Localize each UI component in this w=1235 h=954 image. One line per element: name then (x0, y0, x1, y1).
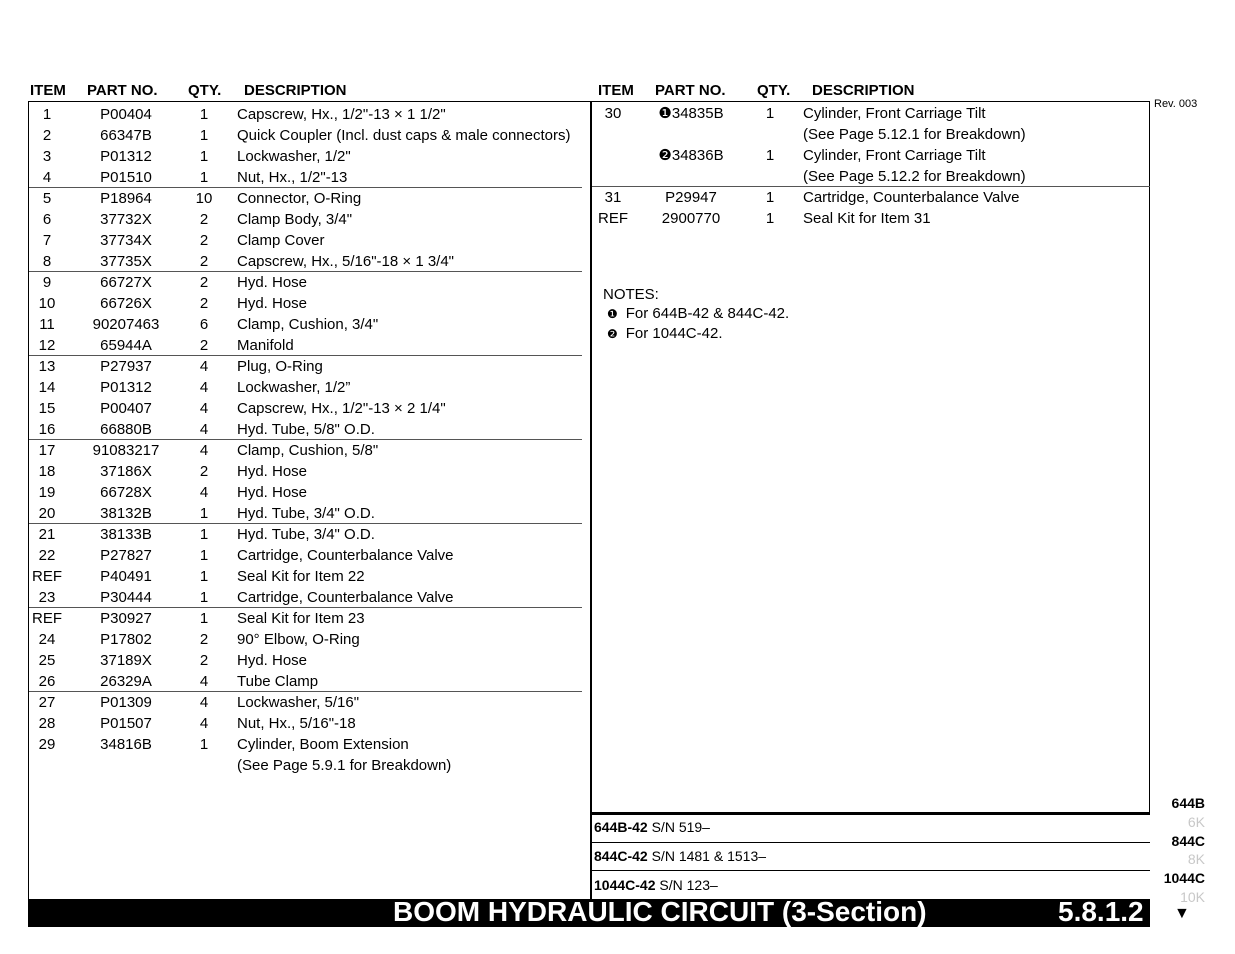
quantity: 2 (199, 274, 209, 291)
quantity: 1 (765, 210, 775, 227)
item-number: 19 (38, 484, 56, 501)
description: Seal Kit for Item 31 (803, 210, 931, 227)
item-number: 15 (38, 400, 56, 417)
description: Hyd. Hose (237, 652, 308, 669)
description: Lockwasher, 1/2” (237, 379, 351, 396)
quantity: 4 (199, 715, 209, 732)
quantity: 1 (199, 589, 209, 606)
description: Cylinder, Boom Extension (237, 736, 409, 753)
item-number: 18 (38, 463, 56, 480)
description: Hyd. Tube, 3/4" O.D. (237, 505, 375, 522)
quantity: 1 (199, 547, 209, 564)
description: Lockwasher, 5/16" (237, 694, 360, 711)
quantity: 6 (199, 316, 209, 333)
quantity: 4 (199, 379, 209, 396)
item-number: 29 (38, 736, 56, 753)
serial-644b-sn: S/N 519– (647, 819, 710, 835)
part-number: 37189X (100, 652, 152, 669)
left-header-part: PART NO. (87, 82, 158, 99)
quantity: 2 (199, 232, 209, 249)
description: Nut, Hx., 1/2"-13 (237, 169, 348, 186)
notes-title: NOTES: (603, 286, 659, 303)
description: Hyd. Hose (237, 463, 308, 480)
note-1-text: For 644B-42 & 844C-42. (625, 305, 790, 322)
description: Cartridge, Counterbalance Valve (237, 589, 454, 606)
serial-1044c (594, 877, 718, 893)
part-number: 91083217 (92, 442, 160, 459)
item-number: 7 (42, 232, 52, 249)
item-number: 13 (38, 358, 56, 375)
quantity: 2 (199, 253, 209, 270)
model-1044c: 1044C (1163, 870, 1205, 886)
part-number: 37734X (100, 232, 152, 249)
quantity: 2 (199, 295, 209, 312)
item-number: 25 (38, 652, 56, 669)
part-number: P01510 (100, 169, 152, 186)
serial-divider (590, 870, 1150, 871)
item-number: 23 (38, 589, 56, 606)
quantity: 4 (199, 442, 209, 459)
item-number: REF (32, 568, 62, 585)
serial-844c (594, 848, 766, 864)
quantity: 2 (199, 463, 209, 480)
note-2-mark: ❷ (607, 327, 618, 341)
table-right-border (1149, 101, 1150, 813)
note-1 (603, 304, 789, 324)
model-6k: 6K (1187, 814, 1205, 830)
part-number: 37186X (100, 463, 152, 480)
serial-divider (590, 842, 1150, 843)
serial-1044c-sn: S/N 123– (655, 877, 718, 893)
item-number: 30 (604, 105, 622, 122)
part-number: P01312 (100, 379, 152, 396)
table-middle-border (590, 101, 592, 899)
serial-644b (594, 819, 710, 835)
model-644b: 644B (1171, 795, 1205, 811)
part-number: 34816B (100, 736, 152, 753)
description: Tube Clamp (237, 673, 319, 690)
quantity: 2 (199, 211, 209, 228)
quantity: 1 (199, 505, 209, 522)
part-number: P30927 (100, 610, 152, 627)
quantity: 1 (199, 610, 209, 627)
item-number: 10 (38, 295, 56, 312)
description: (See Page 5.9.1 for Breakdown) (237, 757, 452, 774)
right-header-item: ITEM (598, 82, 634, 99)
description: Hyd. Tube, 5/8" O.D. (237, 421, 375, 438)
part-number: 38133B (100, 526, 152, 543)
item-number: 27 (38, 694, 56, 711)
description: Plug, O-Ring (237, 358, 323, 375)
item-number: REF (598, 210, 628, 227)
quantity: 1 (765, 147, 775, 164)
table-left-border (28, 101, 29, 899)
serial-844c-model: 844C-42 (594, 848, 648, 864)
quantity: 4 (199, 694, 209, 711)
quantity: 1 (199, 169, 209, 186)
quantity: 2 (199, 631, 209, 648)
quantity: 1 (765, 189, 775, 206)
description: Hyd. Hose (237, 274, 308, 291)
description: Capscrew, Hx., 5/16"-18 × 1 3/4" (237, 253, 455, 270)
item-number: 31 (604, 189, 622, 206)
left-header-item: ITEM (30, 82, 66, 99)
left-header-desc: DESCRIPTION (244, 82, 347, 99)
right-header-desc: DESCRIPTION (812, 82, 915, 99)
note-2 (603, 324, 789, 344)
part-number: P00407 (100, 400, 152, 417)
part-number: 2900770 (661, 210, 721, 227)
item-number: 1 (42, 106, 52, 123)
description: Quick Coupler (Incl. dust caps & male connectors) (237, 127, 571, 144)
section-number: 5.8.1.2 (1058, 896, 1144, 927)
part-number: 66726X (100, 295, 152, 312)
down-arrow-icon[interactable]: ▼ (1174, 905, 1190, 922)
part-number: P01312 (100, 148, 152, 165)
description: Manifold (237, 337, 294, 354)
part-number: P01309 (100, 694, 152, 711)
page-title: BOOM HYDRAULIC CIRCUIT (3-Section) (393, 896, 927, 927)
part-number: ❷34836B (658, 147, 724, 164)
part-number: 66880B (100, 421, 152, 438)
item-number: 9 (42, 274, 52, 291)
quantity: 1 (199, 106, 209, 123)
quantity: 4 (199, 400, 209, 417)
quantity: 2 (199, 652, 209, 669)
item-number: 24 (38, 631, 56, 648)
item-number: 3 (42, 148, 52, 165)
quantity: 1 (765, 105, 775, 122)
item-number: 21 (38, 526, 56, 543)
item-number: 5 (42, 190, 52, 207)
quantity: 1 (199, 127, 209, 144)
note-1-mark: ❶ (607, 307, 618, 321)
item-number: 14 (38, 379, 56, 396)
item-number: 20 (38, 505, 56, 522)
part-number: 66347B (100, 127, 152, 144)
description: Nut, Hx., 5/16"-18 (237, 715, 356, 732)
model-8k: 8K (1187, 851, 1205, 867)
part-number: P40491 (100, 568, 152, 585)
part-number: P27937 (100, 358, 152, 375)
part-number: P00404 (100, 106, 152, 123)
item-number: 2 (42, 127, 52, 144)
quantity: 4 (199, 358, 209, 375)
item-number: 11 (39, 316, 55, 333)
part-number: 90207463 (92, 316, 160, 333)
right-header-qty: QTY. (757, 82, 791, 99)
item-number: 17 (38, 442, 56, 459)
item-number: 6 (42, 211, 52, 228)
part-number: 37732X (100, 211, 152, 228)
description: Capscrew, Hx., 1/2"-13 × 2 1/4" (237, 400, 446, 417)
note-2-text: For 1044C-42. (625, 325, 723, 342)
description: Seal Kit for Item 22 (237, 568, 365, 585)
item-number: 26 (38, 673, 56, 690)
quantity: 1 (199, 148, 209, 165)
part-number: ❶34835B (658, 105, 724, 122)
serial-top-border (590, 812, 1150, 815)
description: Seal Kit for Item 23 (237, 610, 365, 627)
part-number: 65944A (100, 337, 152, 354)
part-number: P18964 (100, 190, 152, 207)
part-number: 66727X (100, 274, 152, 291)
item-number: 12 (38, 337, 56, 354)
part-number: P01507 (100, 715, 152, 732)
part-number: 66728X (100, 484, 152, 501)
item-number: 22 (38, 547, 56, 564)
description: Clamp, Cushion, 5/8" (237, 442, 379, 459)
description: Cartridge, Counterbalance Valve (803, 189, 1020, 206)
description: Cylinder, Front Carriage Tilt (803, 147, 986, 164)
description: (See Page 5.12.2 for Breakdown) (803, 168, 1026, 185)
item-number: 4 (42, 169, 52, 186)
quantity: 10 (195, 190, 213, 207)
quantity: 2 (199, 337, 209, 354)
notes-block (603, 285, 789, 344)
item-number: REF (32, 610, 62, 627)
revision-label: Rev. 003 (1154, 98, 1198, 110)
description: Capscrew, Hx., 1/2"-13 × 1 1/2" (237, 106, 446, 123)
model-10k: 10K (1180, 889, 1205, 905)
description: Hyd. Tube, 3/4" O.D. (237, 526, 375, 543)
part-number: 26329A (100, 673, 152, 690)
table-top-border (28, 101, 1150, 102)
part-number: P17802 (100, 631, 152, 648)
serial-1044c-model: 1044C-42 (594, 877, 656, 893)
description: Cylinder, Front Carriage Tilt (803, 105, 986, 122)
description: Connector, O-Ring (237, 190, 362, 207)
item-number: 16 (38, 421, 56, 438)
part-number: P27827 (100, 547, 152, 564)
part-number: 37735X (100, 253, 152, 270)
description: Clamp, Cushion, 3/4" (237, 316, 379, 333)
description: 90° Elbow, O-Ring (237, 631, 360, 648)
description: (See Page 5.12.1 for Breakdown) (803, 126, 1026, 143)
part-number: 38132B (100, 505, 152, 522)
description: Lockwasher, 1/2" (237, 148, 351, 165)
description: Cartridge, Counterbalance Valve (237, 547, 454, 564)
left-header-qty: QTY. (188, 82, 222, 99)
quantity: 1 (199, 526, 209, 543)
description: Clamp Cover (237, 232, 325, 249)
part-number: P29947 (665, 189, 717, 206)
description: Hyd. Hose (237, 295, 308, 312)
quantity: 1 (199, 568, 209, 585)
serial-844c-sn: S/N 1481 & 1513– (647, 848, 767, 864)
quantity: 4 (199, 421, 209, 438)
serial-644b-model: 644B-42 (594, 819, 648, 835)
item-number: 8 (42, 253, 52, 270)
part-number: P30444 (100, 589, 152, 606)
description: Clamp Body, 3/4" (237, 211, 353, 228)
item-number: 28 (38, 715, 56, 732)
quantity: 4 (199, 673, 209, 690)
right-header-part: PART NO. (655, 82, 726, 99)
model-844c: 844C (1171, 833, 1205, 849)
description: Hyd. Hose (237, 484, 308, 501)
quantity: 1 (199, 736, 209, 753)
quantity: 4 (199, 484, 209, 501)
